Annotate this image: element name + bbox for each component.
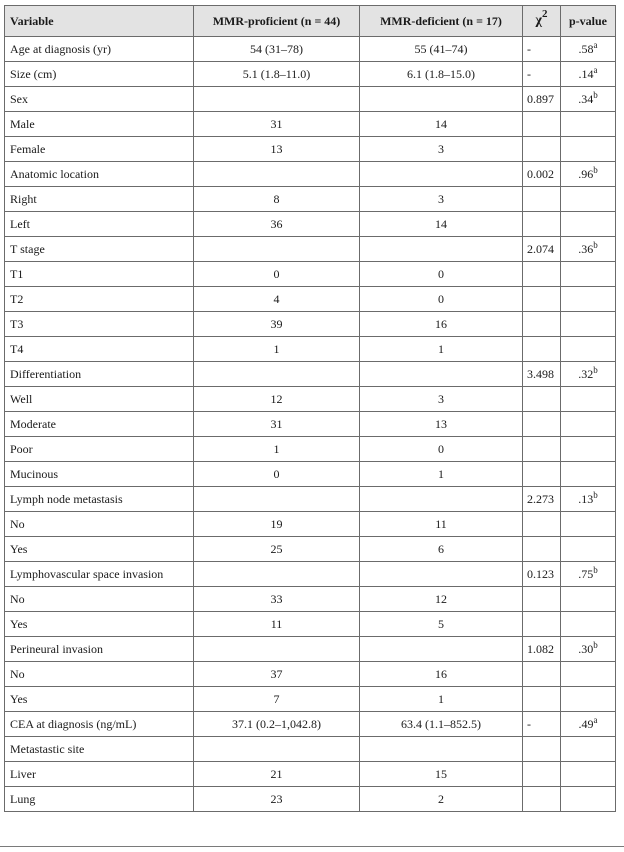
cell-variable: Poor xyxy=(5,437,194,462)
cell-chi-square: - xyxy=(523,712,561,737)
p-value-text: .13 xyxy=(578,491,594,506)
cell-p-value xyxy=(561,137,616,162)
cell-mmr-deficient xyxy=(360,237,523,262)
p-value-footnote-marker: a xyxy=(593,39,598,50)
cell-mmr-proficient: 33 xyxy=(194,587,360,612)
cell-mmr-deficient: 1 xyxy=(360,687,523,712)
table-row xyxy=(5,512,616,537)
cell-chi-square: 2.074 xyxy=(523,237,561,262)
header-chi-square xyxy=(523,6,561,37)
table-row xyxy=(5,112,616,137)
cell-variable: Size (cm) xyxy=(5,62,194,87)
cell-variable: Lung xyxy=(5,787,194,812)
cell-chi-square xyxy=(523,437,561,462)
cell-p-value xyxy=(561,587,616,612)
data-table xyxy=(4,5,616,812)
cell-variable: No xyxy=(5,512,194,537)
table-row xyxy=(5,212,616,237)
p-value-text: .34 xyxy=(578,91,594,106)
cell-variable: Well xyxy=(5,387,194,412)
cell-variable: Differentiation xyxy=(5,362,194,387)
cell-mmr-deficient: 1 xyxy=(360,337,523,362)
table-row xyxy=(5,337,616,362)
p-value-text: .75 xyxy=(578,566,594,581)
cell-p-value xyxy=(561,787,616,812)
p-value-text: .36 xyxy=(578,241,594,256)
p-value-footnote-marker: b xyxy=(593,164,598,175)
cell-mmr-deficient: 11 xyxy=(360,512,523,537)
header-mmr-proficient: MMR-proficient (n = 44) xyxy=(194,6,360,37)
p-value-text: .14 xyxy=(578,66,594,81)
table-row xyxy=(5,62,616,87)
cell-chi-square: 0.123 xyxy=(523,562,561,587)
cell-mmr-deficient xyxy=(360,637,523,662)
header-mmr-deficient: MMR-deficient (n = 17) xyxy=(360,6,523,37)
cell-chi-square: 0.897 xyxy=(523,87,561,112)
cell-chi-square xyxy=(523,212,561,237)
cell-variable: T3 xyxy=(5,312,194,337)
cell-p-value xyxy=(561,237,616,262)
cell-variable: Female xyxy=(5,137,194,162)
cell-chi-square xyxy=(523,312,561,337)
table-row xyxy=(5,312,616,337)
cell-mmr-proficient xyxy=(194,162,360,187)
cell-variable: Sex xyxy=(5,87,194,112)
cell-variable: Right xyxy=(5,187,194,212)
table-row xyxy=(5,737,616,762)
table-row xyxy=(5,387,616,412)
cell-mmr-proficient: 37.1 (0.2–1,042.8) xyxy=(194,712,360,737)
cell-mmr-proficient: 8 xyxy=(194,187,360,212)
cell-p-value xyxy=(561,37,616,62)
table-row xyxy=(5,287,616,312)
p-value-text: .96 xyxy=(578,166,594,181)
cell-p-value xyxy=(561,462,616,487)
chi-symbol: χ xyxy=(535,13,542,28)
header-variable: Variable xyxy=(5,6,194,37)
cell-variable: Anatomic location xyxy=(5,162,194,187)
cell-mmr-deficient xyxy=(360,87,523,112)
cell-p-value xyxy=(561,62,616,87)
cell-variable: T1 xyxy=(5,262,194,287)
cell-mmr-deficient: 0 xyxy=(360,437,523,462)
cell-mmr-proficient: 5.1 (1.8–11.0) xyxy=(194,62,360,87)
cell-p-value xyxy=(561,712,616,737)
table-row xyxy=(5,237,616,262)
cell-chi-square xyxy=(523,787,561,812)
cell-mmr-proficient: 36 xyxy=(194,212,360,237)
cell-mmr-proficient xyxy=(194,87,360,112)
table-row xyxy=(5,37,616,62)
cell-p-value xyxy=(561,387,616,412)
cell-chi-square: 2.273 xyxy=(523,487,561,512)
cell-chi-square: - xyxy=(523,62,561,87)
cell-variable: Yes xyxy=(5,612,194,637)
cell-variable: Lymphovascular space invasion xyxy=(5,562,194,587)
cell-mmr-proficient: 25 xyxy=(194,537,360,562)
cell-p-value xyxy=(561,362,616,387)
table-row xyxy=(5,762,616,787)
cell-mmr-deficient xyxy=(360,162,523,187)
p-value-footnote-marker: b xyxy=(593,364,598,375)
cell-mmr-proficient: 12 xyxy=(194,387,360,412)
cell-mmr-deficient: 16 xyxy=(360,662,523,687)
cell-variable: T2 xyxy=(5,287,194,312)
table-row xyxy=(5,562,616,587)
p-value-footnote-marker: b xyxy=(593,239,598,250)
cell-variable: Age at diagnosis (yr) xyxy=(5,37,194,62)
cell-variable: Perineural invasion xyxy=(5,637,194,662)
cell-p-value xyxy=(561,537,616,562)
cell-variable: Liver xyxy=(5,762,194,787)
p-value-footnote-marker: a xyxy=(593,64,598,75)
header-p-value: p-value xyxy=(561,6,616,37)
p-value-footnote-marker: b xyxy=(593,489,598,500)
cell-p-value xyxy=(561,562,616,587)
cell-mmr-deficient: 3 xyxy=(360,387,523,412)
cell-chi-square: 0.002 xyxy=(523,162,561,187)
cell-mmr-deficient: 6.1 (1.8–15.0) xyxy=(360,62,523,87)
cell-chi-square xyxy=(523,762,561,787)
cell-mmr-deficient: 5 xyxy=(360,612,523,637)
cell-p-value xyxy=(561,637,616,662)
cell-mmr-deficient: 16 xyxy=(360,312,523,337)
cell-mmr-deficient xyxy=(360,487,523,512)
cell-mmr-proficient xyxy=(194,737,360,762)
cell-p-value xyxy=(561,437,616,462)
cell-p-value xyxy=(561,687,616,712)
cell-chi-square xyxy=(523,537,561,562)
p-value-text: .30 xyxy=(578,641,594,656)
cell-p-value xyxy=(561,287,616,312)
cell-mmr-proficient: 31 xyxy=(194,412,360,437)
table-container xyxy=(4,5,616,812)
table-row xyxy=(5,537,616,562)
cell-variable: T4 xyxy=(5,337,194,362)
cell-chi-square xyxy=(523,187,561,212)
table-row xyxy=(5,262,616,287)
cell-chi-square xyxy=(523,287,561,312)
cell-chi-square xyxy=(523,337,561,362)
cell-mmr-proficient: 23 xyxy=(194,787,360,812)
p-value-footnote-marker: b xyxy=(593,639,598,650)
cell-chi-square: - xyxy=(523,37,561,62)
cell-mmr-deficient: 0 xyxy=(360,287,523,312)
cell-mmr-proficient: 0 xyxy=(194,262,360,287)
cell-mmr-proficient: 0 xyxy=(194,462,360,487)
cell-p-value xyxy=(561,212,616,237)
cell-mmr-deficient: 12 xyxy=(360,587,523,612)
table-row xyxy=(5,662,616,687)
p-value-footnote-marker: a xyxy=(593,714,598,725)
cell-chi-square xyxy=(523,687,561,712)
cell-chi-square xyxy=(523,387,561,412)
cell-p-value xyxy=(561,262,616,287)
table-row xyxy=(5,137,616,162)
cell-chi-square xyxy=(523,512,561,537)
cell-variable: CEA at diagnosis (ng/mL) xyxy=(5,712,194,737)
chi-exponent: 2 xyxy=(541,8,548,20)
cell-mmr-deficient: 13 xyxy=(360,412,523,437)
table-row xyxy=(5,612,616,637)
cell-mmr-deficient xyxy=(360,362,523,387)
p-value-footnote-marker: b xyxy=(593,89,598,100)
cell-p-value xyxy=(561,762,616,787)
cell-mmr-deficient: 1 xyxy=(360,462,523,487)
cell-chi-square: 3.498 xyxy=(523,362,561,387)
cell-mmr-proficient xyxy=(194,562,360,587)
cell-mmr-deficient: 6 xyxy=(360,537,523,562)
cell-mmr-proficient xyxy=(194,637,360,662)
p-value-text: .58 xyxy=(578,41,594,56)
cell-variable: Metastastic site xyxy=(5,737,194,762)
cell-mmr-proficient: 21 xyxy=(194,762,360,787)
table-row xyxy=(5,362,616,387)
table-row xyxy=(5,437,616,462)
cell-mmr-proficient: 31 xyxy=(194,112,360,137)
cell-mmr-deficient: 2 xyxy=(360,787,523,812)
p-value-footnote-marker: b xyxy=(593,564,598,575)
table-row xyxy=(5,687,616,712)
cell-mmr-proficient: 19 xyxy=(194,512,360,537)
cell-p-value xyxy=(561,112,616,137)
table-row xyxy=(5,462,616,487)
cell-variable: Yes xyxy=(5,537,194,562)
cell-p-value xyxy=(561,512,616,537)
cell-p-value xyxy=(561,737,616,762)
cell-mmr-proficient xyxy=(194,487,360,512)
table-row xyxy=(5,187,616,212)
cell-mmr-proficient: 11 xyxy=(194,612,360,637)
cell-mmr-proficient xyxy=(194,237,360,262)
cell-mmr-proficient xyxy=(194,362,360,387)
cell-mmr-deficient: 63.4 (1.1–852.5) xyxy=(360,712,523,737)
cell-variable: No xyxy=(5,662,194,687)
cell-mmr-proficient: 13 xyxy=(194,137,360,162)
cell-p-value xyxy=(561,87,616,112)
cell-mmr-proficient: 39 xyxy=(194,312,360,337)
table-row xyxy=(5,587,616,612)
cell-mmr-deficient xyxy=(360,737,523,762)
cell-chi-square xyxy=(523,137,561,162)
cell-p-value xyxy=(561,162,616,187)
table-row xyxy=(5,487,616,512)
table-row xyxy=(5,412,616,437)
cell-mmr-deficient: 15 xyxy=(360,762,523,787)
table-row xyxy=(5,787,616,812)
cell-mmr-deficient: 14 xyxy=(360,112,523,137)
cell-mmr-deficient xyxy=(360,562,523,587)
cell-chi-square xyxy=(523,587,561,612)
cell-mmr-proficient: 37 xyxy=(194,662,360,687)
cell-variable: Yes xyxy=(5,687,194,712)
cell-mmr-proficient: 54 (31–78) xyxy=(194,37,360,62)
cell-chi-square xyxy=(523,662,561,687)
cell-p-value xyxy=(561,487,616,512)
cell-variable: T stage xyxy=(5,237,194,262)
cell-p-value xyxy=(561,337,616,362)
cell-variable: Mucinous xyxy=(5,462,194,487)
cell-chi-square xyxy=(523,412,561,437)
cell-mmr-deficient: 55 (41–74) xyxy=(360,37,523,62)
cell-chi-square xyxy=(523,462,561,487)
cell-variable: Left xyxy=(5,212,194,237)
cell-variable: Moderate xyxy=(5,412,194,437)
cell-chi-square xyxy=(523,737,561,762)
cell-mmr-proficient: 1 xyxy=(194,437,360,462)
p-value-text: .49 xyxy=(578,716,594,731)
table-body xyxy=(5,37,616,812)
cell-chi-square xyxy=(523,262,561,287)
cell-mmr-proficient: 1 xyxy=(194,337,360,362)
cell-mmr-proficient: 7 xyxy=(194,687,360,712)
table-row xyxy=(5,712,616,737)
cell-mmr-deficient: 14 xyxy=(360,212,523,237)
cell-chi-square xyxy=(523,112,561,137)
cell-variable: Male xyxy=(5,112,194,137)
cell-chi-square xyxy=(523,612,561,637)
cell-p-value xyxy=(561,662,616,687)
bottom-divider xyxy=(0,846,624,847)
cell-mmr-proficient: 4 xyxy=(194,287,360,312)
cell-variable: Lymph node metastasis xyxy=(5,487,194,512)
cell-p-value xyxy=(561,412,616,437)
table-row xyxy=(5,162,616,187)
cell-p-value xyxy=(561,612,616,637)
table-row xyxy=(5,637,616,662)
header-row xyxy=(5,6,616,37)
cell-p-value xyxy=(561,312,616,337)
p-value-text: .32 xyxy=(578,366,594,381)
cell-variable: No xyxy=(5,587,194,612)
cell-mmr-deficient: 3 xyxy=(360,137,523,162)
cell-chi-square: 1.082 xyxy=(523,637,561,662)
cell-p-value xyxy=(561,187,616,212)
table-header xyxy=(5,6,616,37)
table-row xyxy=(5,87,616,112)
cell-mmr-deficient: 0 xyxy=(360,262,523,287)
cell-mmr-deficient: 3 xyxy=(360,187,523,212)
